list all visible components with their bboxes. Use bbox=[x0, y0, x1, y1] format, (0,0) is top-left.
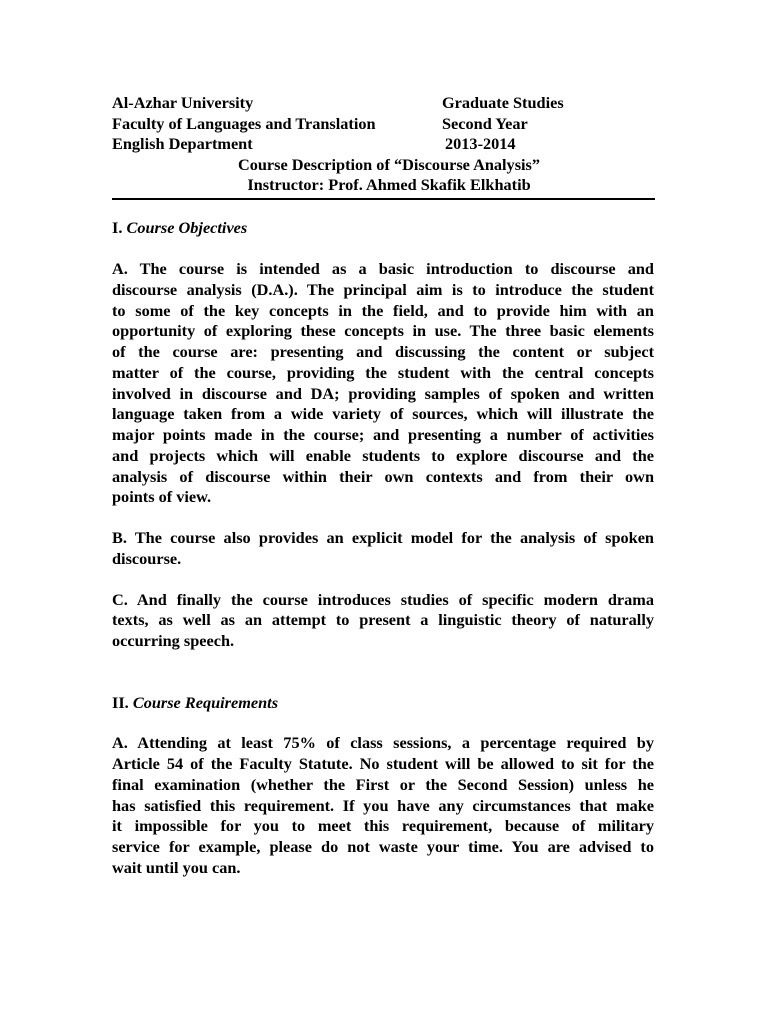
paragraph-requirements-a bbox=[112, 733, 654, 878]
paragraph-line: discourse. bbox=[112, 548, 182, 568]
academic-year: 2013-2014 bbox=[445, 134, 516, 153]
document-page bbox=[112, 93, 654, 879]
paragraph-line: opportunity of exploring these concepts in use. The three basic elements bbox=[112, 321, 654, 341]
program-name: Graduate Studies bbox=[442, 93, 564, 112]
faculty-name: Faculty of Languages and Translation bbox=[112, 113, 376, 133]
header-row-2 bbox=[112, 114, 654, 135]
paragraph-line: it impossible for you to meet this requirement, because of military bbox=[112, 816, 654, 836]
paragraph-line: discourse analysis (D.A.). The principal aim is to introduce the student bbox=[112, 279, 654, 299]
paragraph-line: language taken from a wide variety of sources, which will illustrate the bbox=[112, 404, 654, 424]
paragraph-line: A. Attending at least 75% of class sessions, a percentage required by bbox=[112, 733, 654, 753]
paragraph-line: wait until you can. bbox=[112, 857, 241, 877]
paragraph-line: matter of the course, providing the student with the central concepts bbox=[112, 362, 654, 382]
paragraph-line: final examination (whether the First or the Second Session) unless he bbox=[112, 774, 654, 794]
paragraph-line: has satisfied this requirement. If you have any circumstances that make bbox=[112, 795, 654, 815]
paragraph-line: B. The course also provides an explicit model for the analysis of spoken bbox=[112, 528, 654, 547]
paragraph-line: A. The course is intended as a basic introduction to discourse and bbox=[112, 259, 654, 278]
header-divider bbox=[112, 198, 655, 200]
header-row-1 bbox=[112, 93, 654, 114]
paragraph-line: occurring speech. bbox=[112, 631, 235, 650]
paragraph-line: of the course are: presenting and discussing the content or subject bbox=[112, 342, 654, 361]
paragraph-objectives-c bbox=[112, 590, 654, 652]
header-row-3 bbox=[112, 134, 654, 155]
paragraph-line: analysis of discourse within their own contexts and from their own bbox=[112, 466, 654, 486]
section-heading-objectives bbox=[112, 218, 654, 239]
university-name: Al-Azhar University bbox=[112, 93, 254, 112]
section-title: Course Requirements bbox=[132, 692, 279, 712]
paragraph-line: and projects which will enable students to explore discourse and the bbox=[112, 445, 654, 465]
paragraph-objectives-b bbox=[112, 528, 654, 570]
paragraph-line: texts, as well as an attempt to present a linguistic theory of naturally bbox=[112, 610, 654, 630]
section-heading-requirements bbox=[112, 693, 654, 714]
paragraph-line: to some of the key concepts in the field, and to provide him with an bbox=[112, 300, 654, 320]
paragraph-line: involved in discourse and DA; providing samples of spoken and written bbox=[112, 383, 654, 403]
paragraph-line: Article 54 of the Faculty Statute. No student will be allowed to sit for the bbox=[112, 754, 654, 773]
paragraph-line: major points made in the course; and presenting a number of activities bbox=[112, 425, 654, 444]
paragraph-objectives-a bbox=[112, 259, 654, 508]
department-name: English Department bbox=[112, 134, 253, 153]
section-number: I. bbox=[112, 217, 123, 237]
paragraph-line: service for example, please do not waste your time. You are advised to bbox=[112, 837, 654, 856]
paragraph-line: C. And finally the course introduces studies of specific modern drama bbox=[112, 589, 654, 609]
study-year: Second Year bbox=[442, 113, 528, 133]
section-number: II. bbox=[112, 692, 129, 712]
instructor-line: Instructor: Prof. Ahmed Skafik Elkhatib bbox=[247, 175, 531, 194]
course-title: Course Description of “Discourse Analysis” bbox=[237, 154, 541, 174]
paragraph-line: points of view. bbox=[112, 487, 212, 507]
section-title: Course Objectives bbox=[126, 217, 248, 237]
